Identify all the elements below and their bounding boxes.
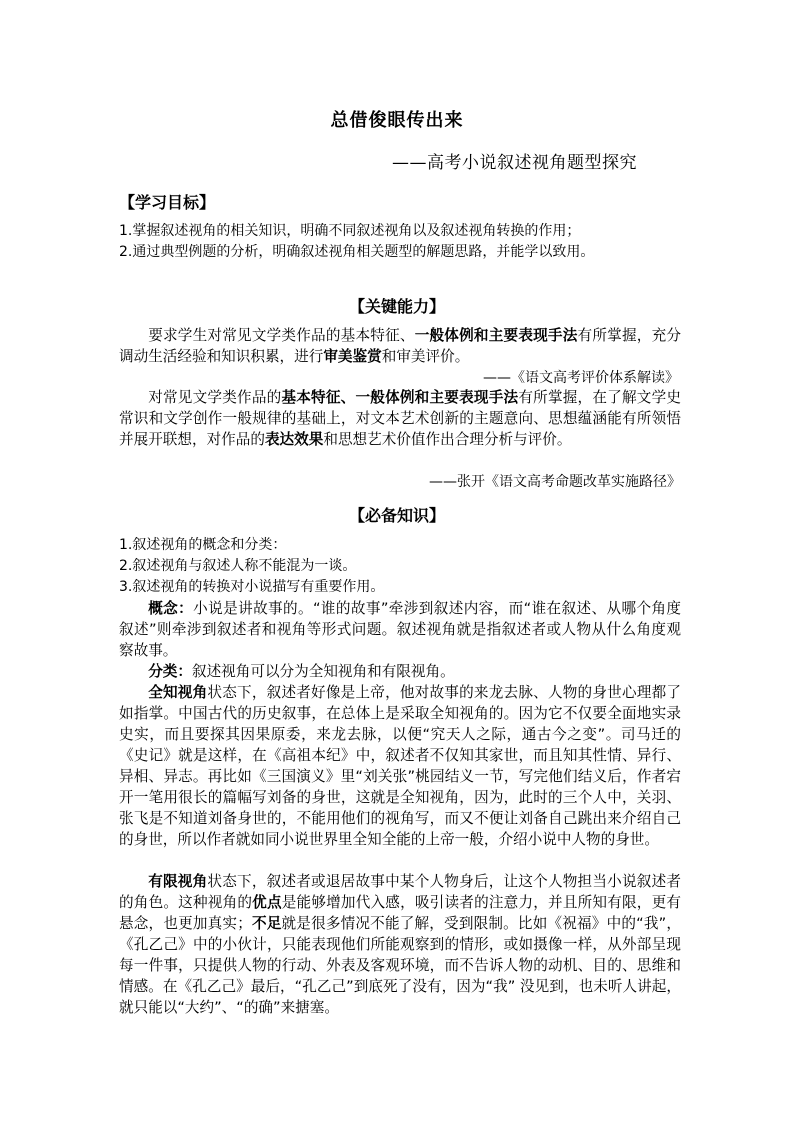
ability-paragraph-1 (119, 325, 681, 367)
ability-p2-bold-1: 基本特征、一般体例和主要表现手法 (281, 389, 519, 406)
category-text: 叙述视角可以分为全知视角和有限视角。 (191, 663, 455, 680)
knowledge-item-2: 2.叙述视角与叙述人称不能混为一谈。 (119, 558, 357, 574)
knowledge-item-1: 1.叙述视角的概念和分类： (119, 537, 287, 553)
ability-heading: 【关键能力】 (348, 297, 445, 316)
goal-item-2: 2.通过典型例题的分析，明确叙述视角相关题型的解题思路，并能学以致用。 (119, 244, 595, 260)
limited-paragraph (119, 871, 681, 1018)
limited-label: 有限视角 (148, 873, 208, 890)
ability-paragraph-2 (119, 387, 681, 450)
goals-heading: 【学习目标】 (119, 193, 216, 212)
category-label: 分类： (148, 663, 192, 680)
omniscient-text: 状态下，叙述者好像是上帝，他对故事的来龙去脉、人物的身世心理都了如指掌。中国古代的历史叙事，在总体上是采取全知视角的。因为它不仅要全面地实录史实，而且要探其因果原委，来龙去脉，以便“究天人之际，通古今之变”。司马迁的《史记》就是这样，在《高祖本纪》中，叙述者不仅知其家世，而且知其性情、异行、异相、异志。再比如《三国演义》里“刘关张”桃园结义一节，写完他们结义后，作者宕开一笔用很长的篇幅写刘备的身世，这就是全知视角，因为，此时的三个人中，关羽、张飞是不知道刘备身世的，不能用他们的视角写，而又不便让刘备自己跳出来介绍自己的身世，所以作者就如同小说世界里全知全能的上帝一般，介绍小说中人物的身世。 (119, 684, 681, 848)
limited-text-1: 状态下，叙述者或退居故事中某个人物身后，让这个人物担当小说叙述者的角色。这种视角的 (119, 873, 681, 911)
limited-bold-advantage: 优点 (252, 894, 282, 911)
limited-text-2: 是能够增加代入感，吸引读者的注意力，并且所知有限，更有悬念，也更加真实； (119, 894, 681, 932)
page-subtitle: ——高考小说叙述视角题型探究 (392, 153, 637, 173)
concept-text: 小说是讲故事的。“谁的故事”牵涉到叙述内容，而“谁在叙述、从哪个角度叙述”则牵涉到叙述者和视角等形式问题。叙述视角就是指叙述者或人物从什么角度观察故事。 (119, 600, 681, 659)
ability-p2-text-3: 和思想艺术价值作出合理分析与评价。 (323, 431, 572, 448)
category-paragraph (119, 661, 681, 682)
omniscient-paragraph (119, 682, 681, 850)
limited-bold-disadvantage: 不足 (251, 915, 282, 932)
ability-p1-bold-1: 一般体例和主要表现手法 (414, 327, 578, 344)
omniscient-label: 全知视角 (148, 684, 208, 701)
knowledge-item-3: 3.叙述视角的转换对小说描写有重要作用。 (119, 579, 385, 595)
ability-p1-text-3: 和审美评价。 (381, 348, 470, 365)
ability-p2-bold-2: 表达效果 (264, 431, 324, 448)
ability-source-2: ——张开《语文高考命题改革实施路径》 (429, 474, 681, 490)
ability-p1-bold-2: 审美鉴赏 (323, 348, 382, 365)
goal-item-1: 1.掌握叙述视角的相关知识，明确不同叙述视角以及叙述视角转换的作用； (119, 223, 581, 239)
ability-p1-text-2: 有所掌握，充分调动生活经验和知识积累，进行 (119, 327, 681, 365)
ability-source-1: ——《语文高考评价体系解读》 (483, 370, 679, 386)
ability-p2-text-2: 有所掌握，在了解文学史常识和文学创作一般规律的基础上，对文本艺术创新的主题意向、思想蕴涵能有所领悟并展开联想，对作品的 (119, 389, 681, 448)
concept-paragraph (119, 598, 681, 661)
limited-text-3: 就是很多情况不能了解，受到限制。比如《祝福》中的“我”，《孔乙己》中的小伙计，只能表现他们所能观察到的情形，或如摄像一样，从外部呈现每一件事，只提供人物的行动、外表及客观环境，而不告诉人物的动机、目的、思维和情感。在《孔乙己》最后，“孔乙己”到底死了没有，因为“我” 没见到，也未听人讲起，就只能以“大约”、“的确”来搪塞。 (119, 915, 681, 1016)
concept-label: 概念： (148, 600, 194, 617)
ability-p2-text-1: 对常见文学类作品的 (148, 389, 282, 406)
ability-p1-text-1: 要求学生对常见文学类作品的基本特征、 (148, 327, 415, 344)
page-title: 总借俊眼传出来 (330, 110, 464, 131)
knowledge-heading: 【必备知识】 (348, 506, 445, 525)
